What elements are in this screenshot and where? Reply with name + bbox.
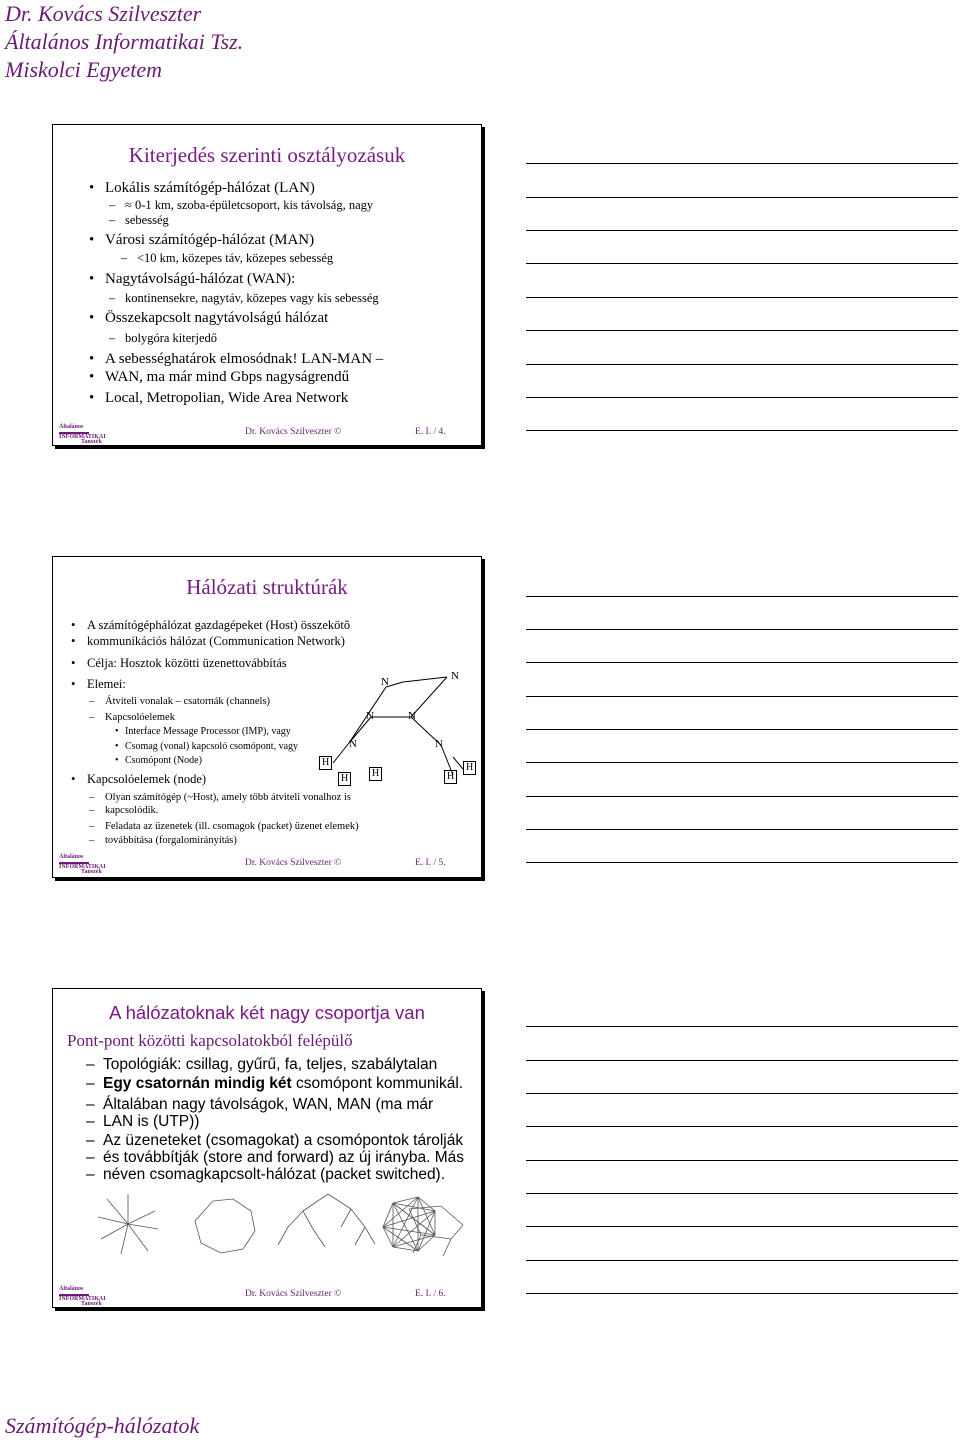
bullet-cont: • kommunikációs hálózat (Communication Network)	[87, 633, 345, 649]
footer-page: E. I. / 4.	[415, 427, 446, 437]
section-heading: Pont-pont közötti kapcsolatokból felépülő	[67, 1031, 353, 1050]
sub-bullet: – Kapcsolóelemek	[105, 710, 175, 725]
bullet-text: LAN-MAN –	[301, 351, 384, 367]
logo	[59, 424, 106, 445]
bullet: • Összekapcsolt nagytávolságú hálózat	[105, 309, 328, 327]
approx-symbol: ≈	[125, 198, 132, 212]
star-topology	[98, 1194, 158, 1254]
dash-item-cont: – néven csomagkapcsolt-hálózat (packet switched).	[103, 1166, 445, 1183]
sub-bullet: – Feladata az üzenetek (ill. csomagok (packet) üzenet elemek)	[105, 819, 359, 834]
bullet: • A számítógéphálózat gazdagépeket (Host) összekötõ	[87, 617, 350, 633]
sub-bullet	[125, 198, 373, 213]
network-node: N	[366, 710, 374, 722]
tree-topology	[278, 1194, 375, 1247]
bullet	[105, 350, 383, 368]
footer-author: Dr. Kovács Szilveszter ©	[245, 427, 342, 437]
dash-item-emph: Egy csatornán mindig két	[103, 1075, 292, 1092]
sub-bullet-cont: – továbbítása (forgalomirányítás)	[105, 833, 237, 848]
slide-4	[52, 124, 482, 446]
logo-line1: Általános	[59, 424, 84, 430]
sub-bullet: – <10 km, közepes táv, közepes sebesség	[137, 251, 333, 266]
footer-page: E. I. / 6.	[415, 1289, 446, 1299]
logo-line1: Általános	[59, 1286, 84, 1292]
logo-line2: INFORMATIKAI	[59, 433, 106, 440]
bullet-emph: A sebességhatárok elmosódnak!	[105, 351, 298, 367]
network-node: N	[349, 738, 357, 750]
bullet: • Nagytávolságú-hálózat (WAN):	[105, 270, 295, 288]
network-host: H	[463, 761, 476, 775]
network-node: N	[381, 676, 389, 688]
sub-bullet: – kontinensekre, nagytáv, közepes vagy kis sebesség	[125, 291, 379, 306]
dash-item: – Topológiák: csillag, gyűrű, fa, teljes, szabálytalan	[103, 1056, 437, 1073]
author-header: Dr. Kovács Szilveszter	[5, 1, 202, 26]
dash-item: – Általában nagy távolságok, WAN, MAN (ma már	[103, 1096, 433, 1113]
sub-bullet-cont: – sebesség	[125, 213, 169, 228]
sub-bullet-cont: – kapcsolódik.	[105, 803, 158, 818]
network-host: H	[319, 756, 332, 770]
network-node: N	[408, 710, 416, 722]
bullet: • Lokális számítógép-hálózat (LAN)	[105, 179, 315, 197]
dept-header: Általános Informatikai Tsz.	[5, 29, 244, 54]
sub-sub-bullet: • Csomag (vonal) kapcsoló csomópont, vagy	[125, 740, 298, 753]
bullet: • Elemei:	[87, 676, 126, 692]
sub-bullet: – Átviteli vonalak – csatornák (channels)	[105, 694, 270, 709]
slide-6	[52, 988, 482, 1308]
sub-bullet: – Olyan számítógép (~Host), amely több átviteli vonalhoz is	[105, 790, 351, 805]
dash-item-text: csomópont kommunikál.	[295, 1075, 464, 1092]
logo-line3: Tanszék	[81, 439, 102, 445]
network-diagram	[53, 557, 481, 877]
footer-author: Dr. Kovács Szilveszter ©	[245, 1289, 342, 1299]
dash-item: – Az üzeneteket (csomagokat) a csomópontok tárolják	[103, 1132, 463, 1149]
logo-line2: INFORMATIKAI	[59, 1295, 106, 1302]
network-host: H	[338, 772, 351, 786]
document-footer-title: Számítógép-hálózatok	[5, 1413, 200, 1438]
footer-page: E. I. / 5.	[415, 858, 446, 868]
slide-title: Hálózati struktúrák	[186, 575, 348, 599]
slide-5	[52, 556, 482, 878]
bullet: • Kapcsolóelemek (node)	[87, 771, 206, 787]
network-host: H	[444, 770, 457, 784]
logo-line2: INFORMATIKAI	[59, 863, 106, 870]
logo-line3: Tanszék	[81, 869, 102, 875]
dash-item	[103, 1075, 463, 1092]
topology-diagrams	[93, 1189, 453, 1264]
network-node: N	[435, 738, 443, 750]
ring-topology	[195, 1199, 255, 1253]
sub-sub-bullet: • Csomópont (Node)	[125, 754, 202, 767]
logo-line1: Általános	[59, 854, 84, 860]
irregular-topology	[401, 1201, 473, 1261]
uni-header: Miskolci Egyetem	[5, 57, 162, 82]
sub-sub-bullet: • Interface Message Processor (IMP), vagy	[125, 725, 291, 738]
bullet: • Célja: Hosztok közötti üzenettovábbítás	[87, 655, 287, 671]
logo	[59, 1286, 106, 1307]
slide-title: Kiterjedés szerinti osztályozásuk	[128, 143, 406, 167]
dash-item-cont: – LAN is (UTP))	[103, 1113, 199, 1130]
sub-bullet: – bolygóra kiterjedő	[125, 331, 217, 346]
bullet: • Local, Metropolian, Wide Area Network	[105, 389, 348, 407]
dash-item-cont: – és továbbítják (store and forward) az új irányba. Más	[103, 1149, 464, 1166]
bullet: • Városi számítógép-hálózat (MAN)	[105, 231, 314, 249]
bullet-cont: • WAN, ma már mind Gbps nagyságrendű	[105, 368, 349, 386]
network-node: N	[451, 670, 459, 682]
logo-line3: Tanszék	[81, 1301, 102, 1307]
footer-author: Dr. Kovács Szilveszter ©	[245, 858, 342, 868]
network-host: H	[369, 767, 382, 781]
sub-bullet-text: 0-1 km, szoba-épületcsoport, kis távolság, nagy	[135, 198, 374, 212]
logo	[59, 854, 106, 875]
slide-title: A hálózatoknak két nagy csoportja van	[109, 1002, 425, 1023]
